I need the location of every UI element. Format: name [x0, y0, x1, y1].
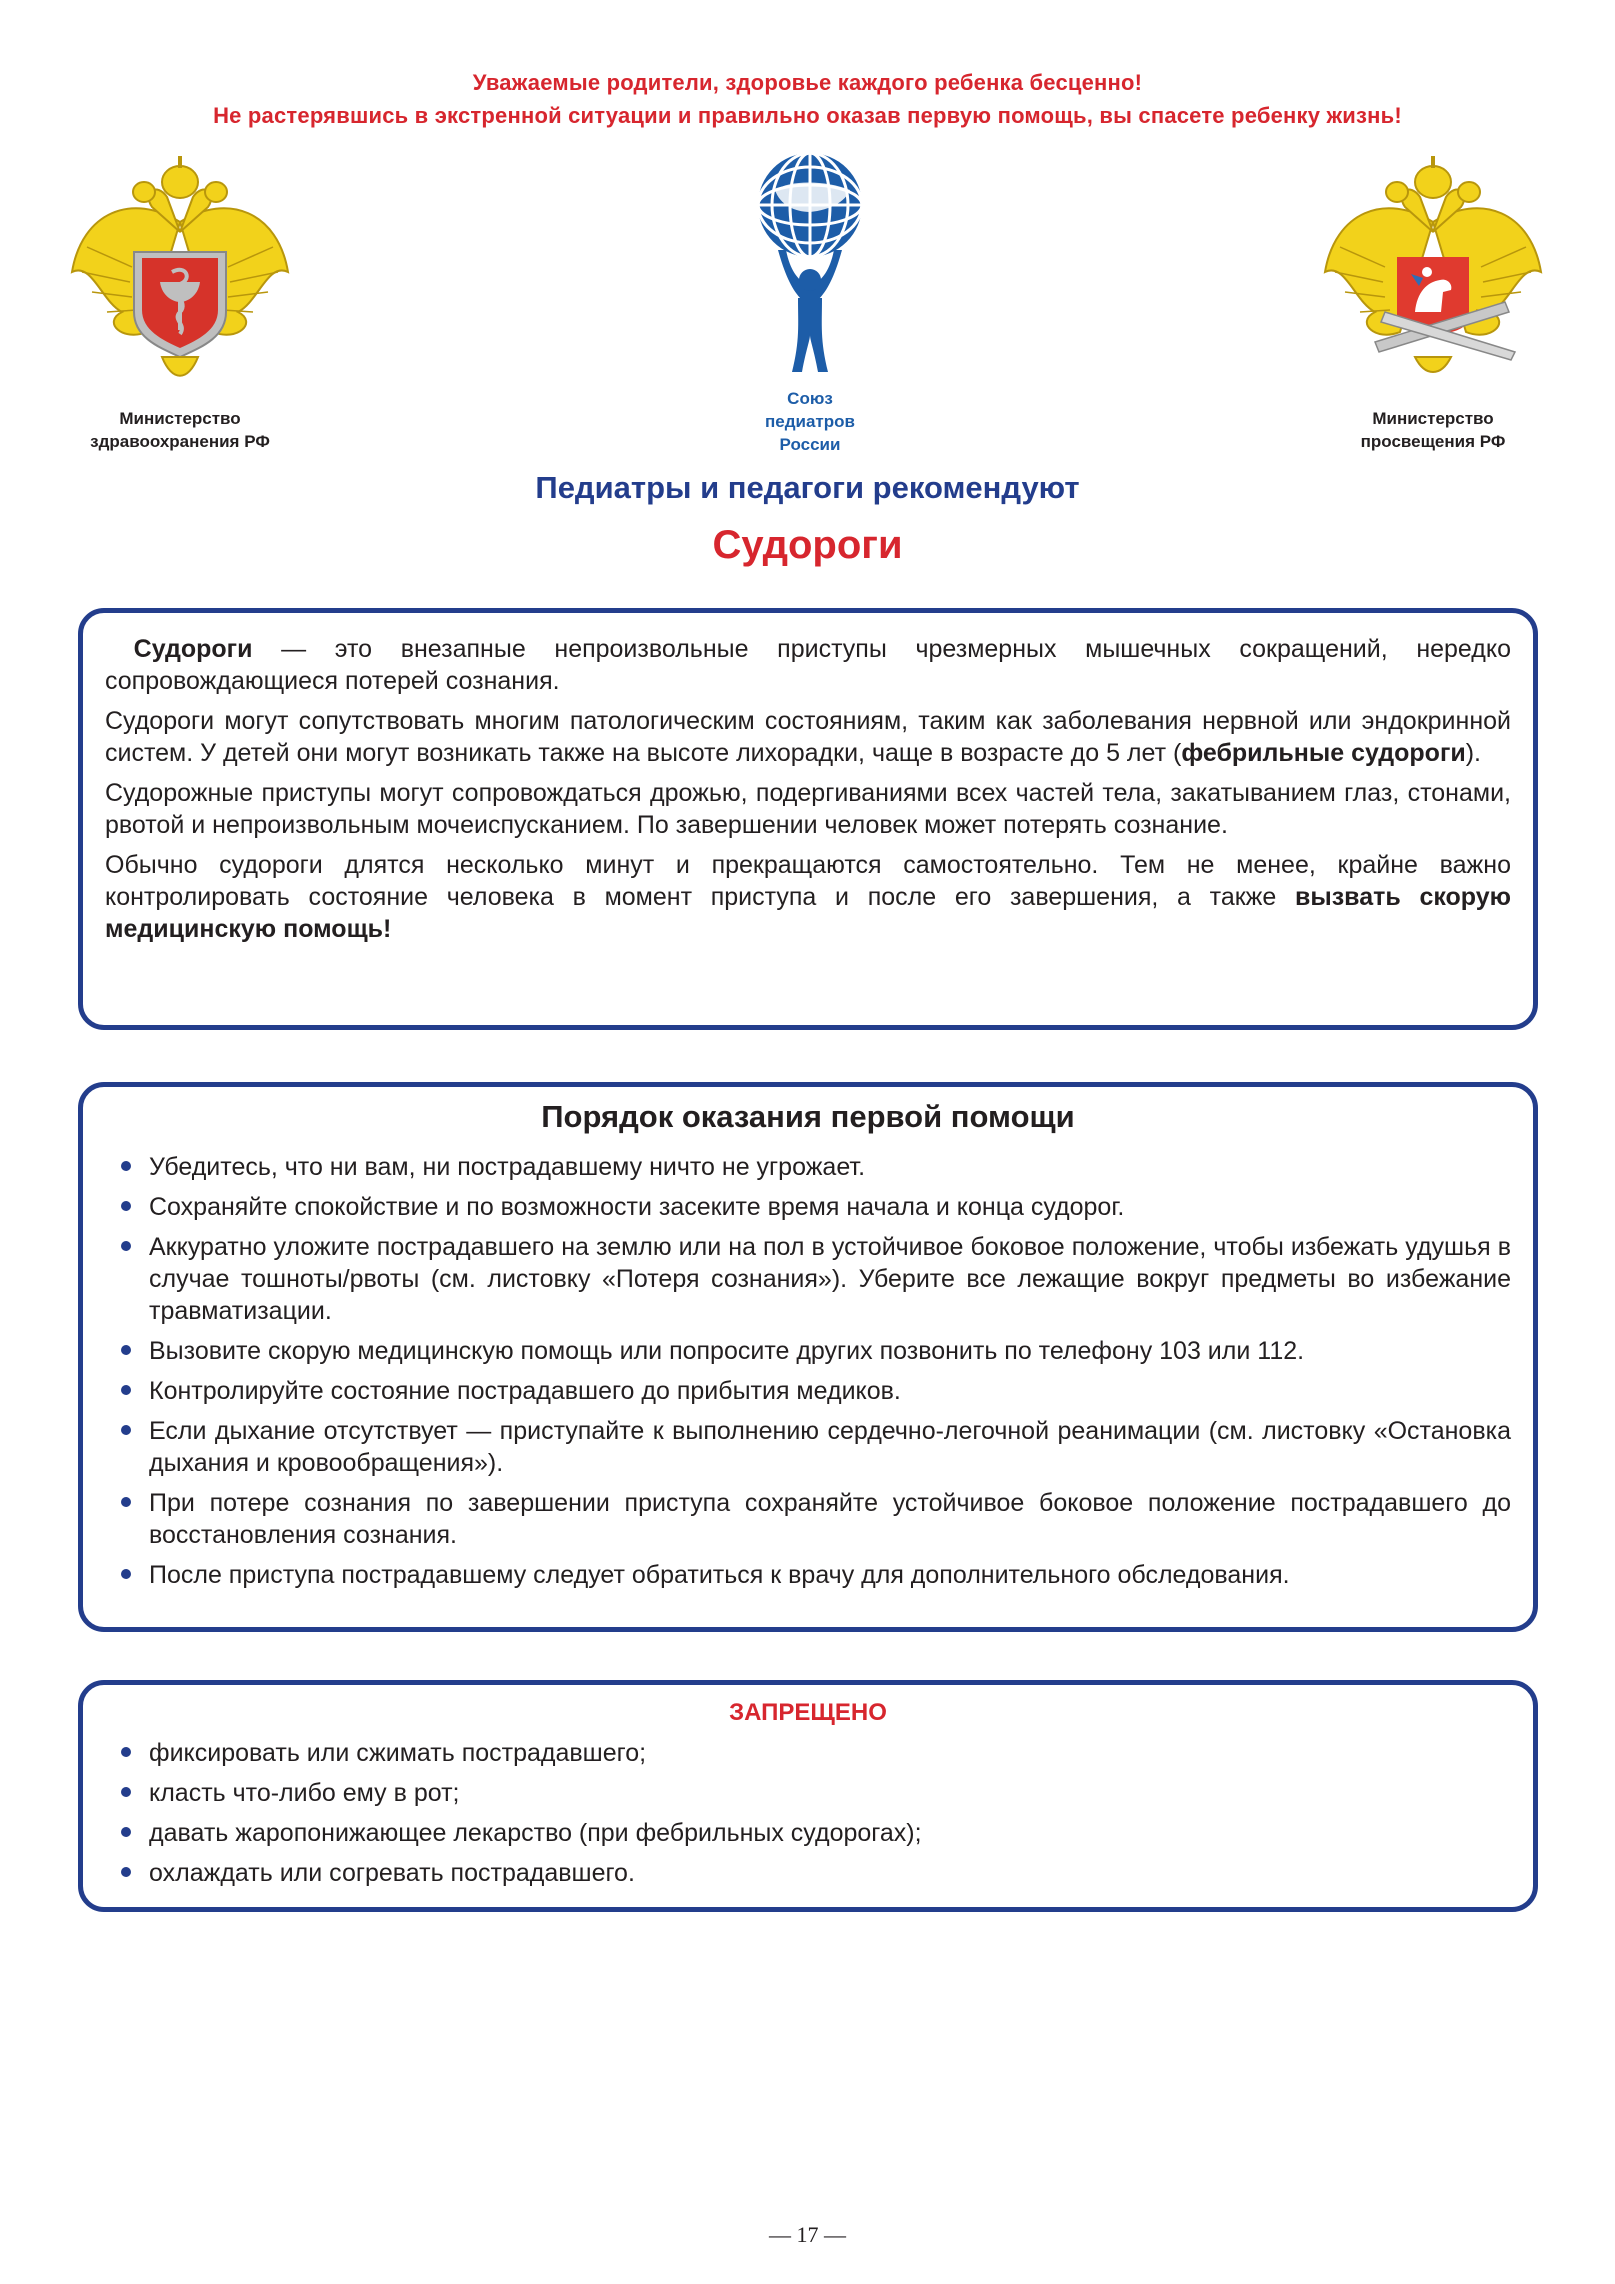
list-item: класть что-либо ему в рот;: [105, 1777, 1511, 1809]
list-item: Вызовите скорую медицинскую помощь или попросите других позвонить по телефону 103 или 112.: [105, 1335, 1511, 1367]
list-item: Если дыхание отсутствует — приступайте к выполнению сердечно-легочной реанимации (см. листовку «Остановка дыхания и кровообращения»).: [105, 1415, 1511, 1479]
bullet-icon: [121, 1747, 131, 1757]
forbidden-title: ЗАПРЕЩЕНО: [729, 1699, 887, 1726]
ministry-education-emblem-icon: [1315, 152, 1551, 392]
forbidden-box: [78, 1680, 1538, 1912]
bullet-icon: [121, 1201, 131, 1211]
list-item: давать жаропонижающее лекарство (при фебрильных судорогах);: [105, 1817, 1511, 1849]
bullet-icon: [121, 1569, 131, 1579]
first-aid-box: [78, 1082, 1538, 1632]
page-number: — 17 —: [769, 2222, 846, 2247]
ministry-health-emblem-icon: [62, 152, 298, 392]
ministry-education-logo: [1315, 152, 1551, 453]
bullet-icon: [121, 1787, 131, 1797]
intro-paragraph-1: Судороги — это внезапные непроизвольные приступы чрезмерных мышечных сокращений, нередко сопровождающиеся потерей сознания.: [105, 635, 1511, 695]
ministry-education-caption-2: просвещения РФ: [1360, 432, 1506, 451]
intro-paragraph-4: Обычно судороги длятся несколько минут и прекращаются самостоятельно. Тем не менее, крайне важно контролировать состояние человека в момент приступа и после его завершения, а также вызвать скорую медицинскую помощь!: [105, 851, 1511, 943]
notice-line-1: Уважаемые родители, здоровье каждого ребенка бесценно!: [472, 70, 1143, 95]
bullet-icon: [121, 1161, 131, 1171]
pediatricians-union-logo-icon: [730, 150, 890, 380]
febrile-term: фебрильные судороги: [1181, 739, 1466, 767]
list-item: Сохраняйте спокойствие и по возможности засеките время начала и конца судорог.: [105, 1191, 1511, 1223]
pediatricians-union-logo: [730, 150, 890, 456]
intro-term: Судороги: [133, 635, 253, 663]
list-item: Аккуратно уложите пострадавшего на землю или на пол в устойчивое боковое положение, чтобы избежать удушья в случае тошноты/рвоты (см. листовку «Потеря сознания»). Уберите все лежащие вокруг предметы во избежание травматизации.: [105, 1231, 1511, 1327]
first-aid-list: [105, 1151, 1511, 1591]
list-item: охлаждать или согревать пострадавшего.: [105, 1857, 1511, 1889]
bullet-icon: [121, 1827, 131, 1837]
list-item: После приступа пострадавшему следует обратиться к врачу для дополнительного обследования.: [105, 1559, 1511, 1591]
intro-paragraph-3: Судорожные приступы могут сопровождаться дрожью, подергиваниями всех частей тела, закатыванием глаз, стонами, рвотой и непроизвольным мочеиспусканием. По завершении человек может потерять сознание.: [105, 779, 1511, 839]
list-item: При потере сознания по завершении приступа сохраняйте устойчивое боковое положение пострадавшего до восстановления сознания.: [105, 1487, 1511, 1551]
list-item: фиксировать или сжимать пострадавшего;: [105, 1737, 1511, 1769]
union-caption-3: России: [779, 435, 841, 454]
union-caption-2: педиатров: [765, 412, 855, 431]
ministry-education-caption-1: Министерство: [1372, 409, 1494, 428]
ministry-health-logo: [62, 152, 298, 453]
bullet-icon: [121, 1385, 131, 1395]
bullet-icon: [121, 1345, 131, 1355]
intro-paragraph-2: Судороги могут сопутствовать многим патологическим состояниям, таким как заболевания нервной или эндокринной систем. У детей они могут возникать также на высоте лихорадки, чаще в возрасте до 5 лет (фебрильные судороги).: [105, 707, 1511, 767]
bullet-icon: [121, 1497, 131, 1507]
bullet-icon: [121, 1241, 131, 1251]
bullet-icon: [121, 1425, 131, 1435]
page-subtitle: Педиатры и педагоги рекомендуют: [535, 470, 1080, 505]
call-ambulance-emphasis: вызвать скорую медицинскую помощь!: [105, 883, 1511, 943]
ministry-health-caption-2: здравоохранения РФ: [90, 432, 270, 451]
page-title: Судороги: [712, 523, 903, 567]
list-item: Убедитесь, что ни вам, ни пострадавшему ничто не угрожает.: [105, 1151, 1511, 1183]
union-caption-1: Союз: [787, 389, 833, 408]
notice-line-2: Не растерявшись в экстренной ситуации и правильно оказав первую помощь, вы спасете ребенку жизнь!: [213, 103, 1402, 128]
first-aid-title: Порядок оказания первой помощи: [541, 1099, 1075, 1134]
top-notice: [0, 66, 1615, 132]
ministry-health-caption-1: Министерство: [119, 409, 241, 428]
list-item: Контролируйте состояние пострадавшего до прибытия медиков.: [105, 1375, 1511, 1407]
bullet-icon: [121, 1867, 131, 1877]
intro-box: [78, 608, 1538, 1030]
forbidden-list: [105, 1737, 1511, 1889]
